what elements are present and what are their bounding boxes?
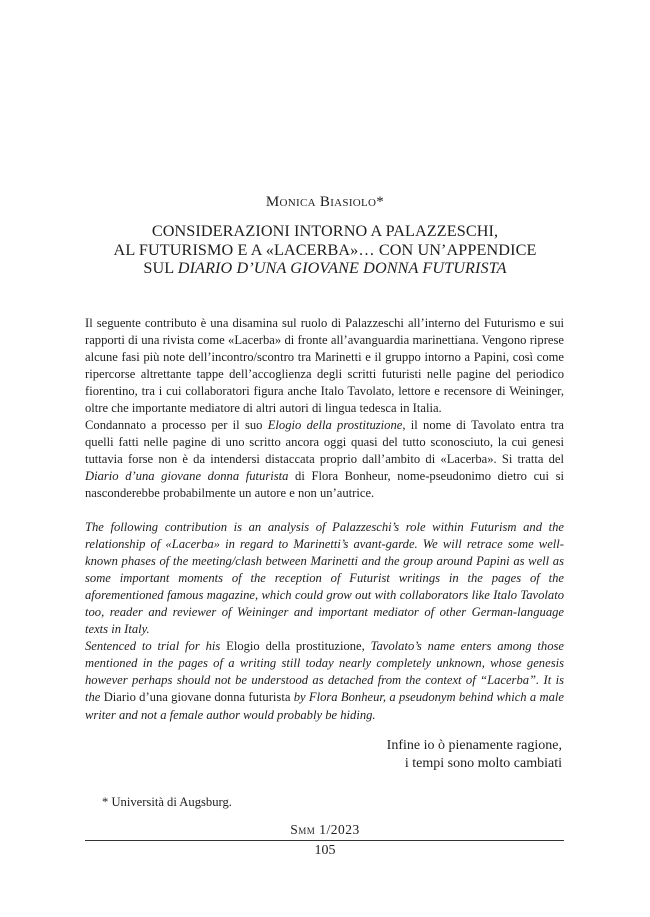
title-line-3 xyxy=(0,259,650,278)
footnote: * Università di Augsburg. xyxy=(102,795,232,809)
page-number: 105 xyxy=(314,843,336,858)
author-footnote-mark: * xyxy=(376,194,385,210)
abstract-it-p2-c: di Flora Bonheur, nome-pseudonimo dietro cui si nasconderebbe probabilmente un autore e non un’autrice. xyxy=(85,469,564,501)
author-name xyxy=(0,194,650,211)
epigraph-line-1: Infine io ò pienamente ragione, xyxy=(386,738,562,753)
abstract-en-paragraph-1: The following contribution is an analysis of Palazzeschi’s role within Futurism and the relationship of «Lacerba» in regard to Marinetti’s avant-garde. We will retrace some well-known phases of the meeting/clash between Marinetti and the group around Papini as well as some important moments of the reception of Futurist writings in the pages of the aforementioned famous magazine, which could grow out with collaborators like Italo Tavolato too, reader and reviewer of Weininger and important mediator of other German-language texts in Italy. xyxy=(85,520,564,637)
abstract-en-p2-title-1: Elogio della prostituzione xyxy=(226,639,362,654)
abstract-it-paragraph-1: Il seguente contributo è una disamina sul ruolo di Palazzeschi all’interno del Futurismo e sui rapporti di una rivista come «Lacerba» di fronte all’avanguardia marinettiana. Vengono riprese alcune fasi più note dell’incontro/scontro tra Marinetti e il gruppo intorno a Papini, così come ripercorse altrettante tappe dell’accoglienza degli scritti futuristi nelle pagine del periodico fiorentino, tra i cui collaboratori figura anche Italo Tavolato, lettore e recensore di Weininger, oltre che importante mediatore di altri autori di lingua tedesca in Italia. xyxy=(85,316,564,416)
abstract-en-p2-a: Sentenced to trial for his xyxy=(85,639,227,654)
author-name-text: Monica Biasiolo xyxy=(265,194,377,210)
abstract-it-p2-b: , il nome di Tavolato entra tra quelli fatti nelle pagine di uno scritto ancora oggi quasi del tutto sconosciuto, la cui genesi tuttavia forse non è da intendersi distaccata proprio dall’ambito di «Lacerba». Si tratta del xyxy=(85,418,564,467)
journal-reference xyxy=(0,822,650,838)
abstract-en-p2-b: , Tavolato’s name enters among those mentioned in the pages of a writing still today nearly completely unknown, whose genesis however perhaps should not be understood as detached from the context of “Lacerba”. It is the xyxy=(85,639,565,705)
abstract-en-p2-title-2: Diario d’una giovane donna futurista xyxy=(103,690,291,705)
abstract-italian xyxy=(85,315,564,503)
abstract-it-p2-title-2: Diario d’una giovane donna futurista xyxy=(85,469,289,484)
abstract-english xyxy=(85,519,564,724)
abstract-it-p2-a: Condannato a processo per il suo xyxy=(85,418,268,433)
title-line-1: CONSIDERAZIONI INTORNO A PALAZZESCHI, xyxy=(151,222,499,240)
title-line-3-italic: DIARIO D’UNA GIOVANE DONNA FUTURISTA xyxy=(177,259,507,277)
title-line-3-prefix: SUL xyxy=(143,259,178,277)
abstract-en-paragraph-2 xyxy=(85,638,564,723)
title-line-2: AL FUTURISMO E A «LACERBA»… CON UN’APPENDICE xyxy=(113,240,537,259)
footer-rule xyxy=(85,840,564,841)
journal-name: Smm xyxy=(290,822,316,837)
abstract-it-paragraph-2 xyxy=(85,417,564,502)
epigraph-line-2: i tempi sono molto cambiati xyxy=(404,756,562,771)
epigraph xyxy=(387,737,562,773)
article-title xyxy=(0,222,650,278)
journal-issue: 1/2023 xyxy=(319,822,360,837)
abstract-it-p2-title-1: Elogio della prostituzione xyxy=(267,418,403,433)
abstract-en-p2-c: by Flora Bonheur, a pseudonym behind which a male writer and not a female author would probably be hiding. xyxy=(85,690,564,722)
